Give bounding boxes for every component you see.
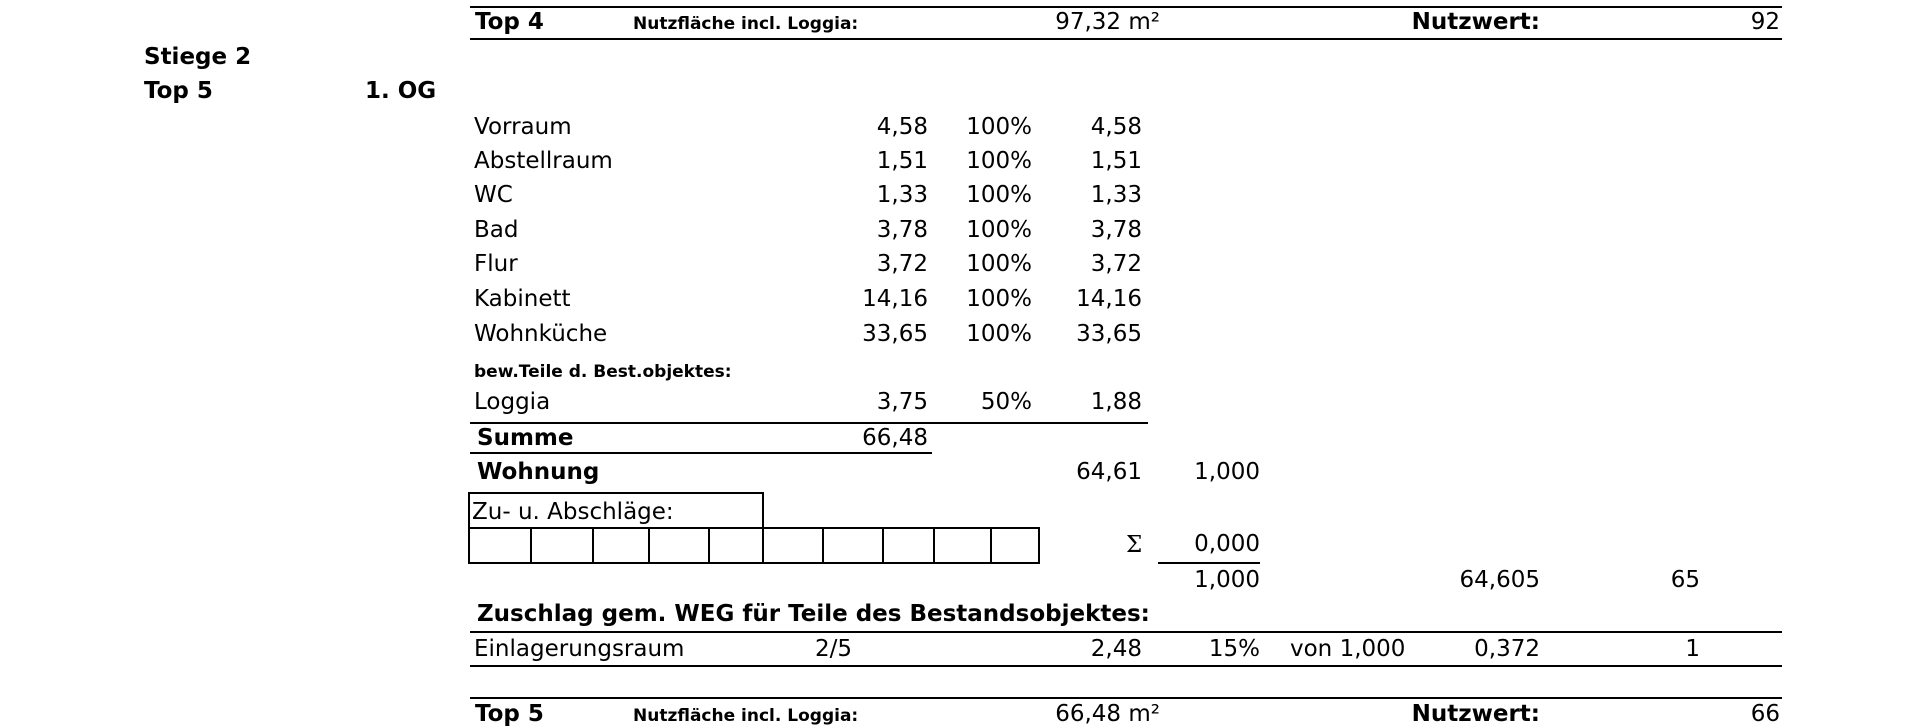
adjust-cell-divider: [882, 527, 884, 564]
top4-bottom-rule: [470, 38, 1782, 40]
room-name: WC: [474, 182, 513, 208]
room-pct: 100%: [966, 251, 1032, 277]
zuschlag-name: Einlagerungsraum: [474, 636, 685, 662]
room-weighted: 4,58: [1090, 114, 1142, 140]
room-pct: 100%: [966, 217, 1032, 243]
zuschlag-nutzwert: 1: [1685, 636, 1700, 662]
room-area: 33,65: [862, 321, 928, 347]
wohnung-factor: 1,000: [1194, 459, 1260, 485]
adjust-cell-divider: [648, 527, 650, 564]
room-name: Bad: [474, 217, 519, 243]
loggia-pct: 50%: [980, 389, 1032, 415]
room-name: Abstellraum: [474, 148, 613, 174]
adjust-cell-divider: [708, 527, 710, 564]
total-value: 64,605: [1459, 567, 1540, 593]
summe-label: Summe: [477, 425, 574, 451]
footer-nutzwert-value: 66: [1750, 701, 1780, 727]
stair-label: Stiege 2: [144, 44, 252, 70]
footer-area-label: Nutzfläche incl. Loggia:: [633, 706, 859, 726]
adjust-cell-divider: [990, 527, 992, 564]
adjust-cell-divider: [530, 527, 532, 564]
top4-top-rule: [470, 6, 1782, 8]
summe-value: 66,48: [862, 425, 928, 451]
room-name: Kabinett: [474, 286, 571, 312]
top4-nutzwert-value: 92: [1750, 9, 1780, 35]
wohnung-label: Wohnung: [477, 459, 600, 485]
room-area: 14,16: [862, 286, 928, 312]
loggia-area: 3,75: [876, 389, 928, 415]
summe-bottom-rule: [470, 452, 932, 454]
adjust-cell-divider: [933, 527, 935, 564]
zuschlag-heading: Zuschlag gem. WEG für Teile des Bestandsobjektes:: [477, 601, 1150, 627]
footer-area-value: 66,48 m²: [1055, 701, 1160, 727]
room-pct: 100%: [966, 286, 1032, 312]
room-weighted: 1,51: [1090, 148, 1142, 174]
footer-top-rule: [470, 697, 1782, 699]
top4-area-label: Nutzfläche incl. Loggia:: [633, 14, 859, 34]
total-factor: 1,000: [1194, 567, 1260, 593]
loggia-weighted: 1,88: [1090, 389, 1142, 415]
zuschlag-fraction: 2/5: [815, 636, 853, 662]
room-area: 1,33: [876, 182, 928, 208]
room-pct: 100%: [966, 148, 1032, 174]
zuschlag-von: von 1,000: [1290, 636, 1406, 662]
adjust-sum: 0,000: [1194, 531, 1260, 557]
room-name: Wohnküche: [474, 321, 608, 347]
room-weighted: 1,33: [1090, 182, 1142, 208]
zuschlag-pct: 15%: [1208, 636, 1260, 662]
wohnung-value: 64,61: [1076, 459, 1142, 485]
adjust-cell-divider: [592, 527, 594, 564]
room-name: Flur: [474, 251, 518, 277]
zuschlag-area: 2,48: [1090, 636, 1142, 662]
footer-nutzwert-label: Nutzwert:: [1411, 701, 1540, 727]
loggia-name: Loggia: [474, 389, 551, 415]
room-area: 4,58: [876, 114, 928, 140]
adjust-cell-divider: [822, 527, 824, 564]
adjust-grid: [468, 527, 1040, 564]
summe-top-rule: [470, 422, 1148, 424]
top-label: Top 5: [144, 78, 213, 104]
top4-area-value: 97,32 m²: [1055, 9, 1160, 35]
room-area: 3,72: [876, 251, 928, 277]
parts-header: bew.Teile d. Best.objektes:: [474, 362, 732, 382]
room-weighted: 3,78: [1090, 217, 1142, 243]
top4-label: Top 4: [475, 9, 544, 35]
room-weighted: 3,72: [1090, 251, 1142, 277]
zuschlag-value: 0,372: [1474, 636, 1540, 662]
room-pct: 100%: [966, 321, 1032, 347]
zuschlag-top-rule: [470, 631, 1782, 633]
room-area: 3,78: [876, 217, 928, 243]
adjust-sum-rule: [1158, 562, 1260, 564]
zuschlag-bottom-rule: [470, 665, 1782, 667]
floor-label: 1. OG: [365, 78, 437, 104]
room-area: 1,51: [876, 148, 928, 174]
sigma-symbol: Σ: [1126, 532, 1143, 558]
room-pct: 100%: [966, 182, 1032, 208]
total-nutzwert: 65: [1670, 567, 1700, 593]
room-weighted: 33,65: [1076, 321, 1142, 347]
adjust-label: Zu- u. Abschläge:: [472, 499, 674, 525]
room-weighted: 14,16: [1076, 286, 1142, 312]
adjust-cell-divider: [762, 527, 764, 564]
footer-label: Top 5: [475, 701, 544, 727]
room-name: Vorraum: [474, 114, 572, 140]
top4-nutzwert-label: Nutzwert:: [1411, 9, 1540, 35]
room-pct: 100%: [966, 114, 1032, 140]
